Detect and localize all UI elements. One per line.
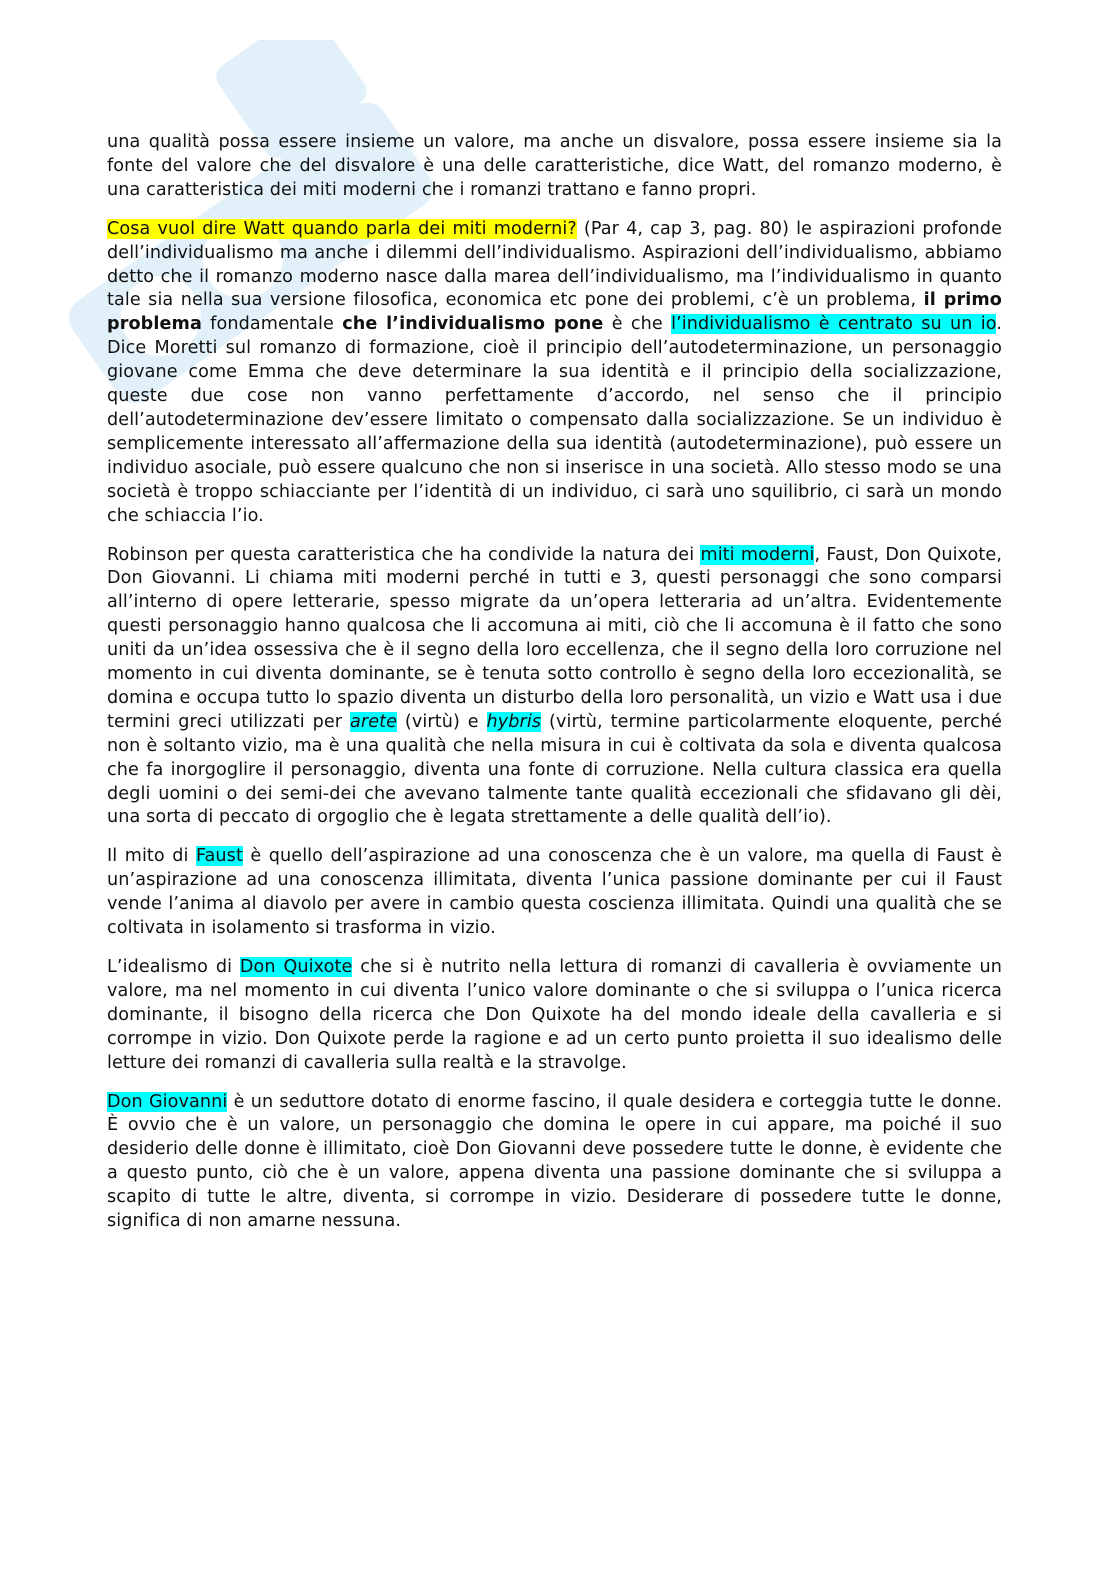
bold-phrase: che l’individualismo pone (342, 314, 604, 335)
paragraph-6: Don Giovanni è un seduttore dotato di enorme fascino, il quale desidera e corteggia tutte le donne. È ovvio che è un valore, un personaggio che domina le opere in cui appare, ma poiché il suo desiderio delle donne è illimitato, cioè Don Giovanni deve possedere tutte le donne, è evidente che a questo punto, ciò che è un valore, appena diventa una passione dominante che si sviluppa a scapito di tutte le altre, diventa, si corrompe in vizio. Desiderare di possedere tutte le donne, significa di non amarne nessuna. (107, 1091, 1002, 1232)
highlighted-term-hybris: hybris (486, 711, 542, 732)
highlighted-question: Cosa vuol dire Watt quando parla dei miti moderni? (107, 218, 577, 239)
highlighted-term-arete: arete (349, 711, 398, 732)
bold-phrase: il primo problema (107, 290, 1002, 335)
paragraph-1: una qualità possa essere insieme un valore, ma anche un disvalore, possa essere insieme sia la fonte del valore che del disvalore è una delle caratteristiche, dice Watt, del romanzo moderno, è una caratteristica dei miti moderni che i romanzi trattano e fanno propri. (107, 132, 1002, 200)
highlighted-term: Don Giovanni (107, 1091, 228, 1112)
paragraph-3: Robinson per questa caratteristica che ha condivide la natura dei miti moderni, Faust, Don Quixote, Don Giovanni. Li chiama miti moderni perché in tutti e 3, questi personaggi che sono comparsi all’interno di opere letterarie, spesso migrate da un’opera letteraria ad un’altra. Evidentemente questi personaggio hanno qualcosa che li accomuna ai miti, ciò che li accomuna è il fatto che sono uniti da un’idea ossessiva che è il segno della loro eccellenza, che il segno della loro corruzione nel momento in cui diventa dominante, se è tenuta sotto controllo è segno della loro eccezionalità, se domina e occupa tutto lo spazio diventa un disturbo della loro personalità, un vizio e Watt usa i due termini greci utilizzati per arete (virtù) e hybris (virtù, termine particolarmente eloquente, perché non è soltanto vizio, ma è una qualità che nella misura in cui è coltivata da sola e diventa qualcosa che fa inorgoglire il personaggio, diventa una fonte di corruzione. Nella cultura classica era quella degli uomini o dei semi-dei che avevano talmente tante qualità eccezionali che sfidavano gli dèi, una sorta di peccato di orgoglio che è legata strettamente a delle qualità dell’io). (107, 544, 1003, 828)
paragraph-2: Cosa vuol dire Watt quando parla dei miti moderni? (Par 4, cap 3, pag. 80) le aspirazioni profonde dell’individualismo ma anche i dilemmi dell’individualismo. Aspirazioni dell’individualismo, abbiamo detto che il romanzo moderno nasce dalla marea dell’individualismo, ma l’individualismo in quanto tale sia nella sua versione filosofica, economica etc pone dei problemi, c’è un problema, il primo problema fondamentale che l’individualismo pone è che l’individualismo è centrato su un io. Dice Moretti sul romanzo di formazione, cioè il principio dell’autodeterminazione, un personaggio giovane come Emma che deve determinare la sua identità e il principio della socializzazione, queste due cose non vanno perfettamente d’accordo, nel senso che il principio dell’autodeterminazione dev’essere limitato o compensato dalla socializzazione. Se un individuo è semplicemente interessato all’affermazione della sua identità (autodeterminazione), può essere un individuo asociale, può essere qualcuno che non si inserisce in una società. Allo stesso modo se una società è troppo schiacciante per l’identità di un individuo, ci sarà uno squilibrio, ci sarà un mondo che schiaccia l’io. (107, 218, 1003, 526)
highlighted-term: Don Quixote (239, 957, 353, 977)
highlighted-term: Faust (195, 846, 243, 867)
document-page (107, 131, 1002, 1249)
paragraph-4: Il mito di Faust è quello dell’aspirazione ad una conoscenza che è un valore, ma quella di Faust è un’aspirazione ad una conoscenza illimitata, diventa l’unica passione dominante per cui il Faust vende l’anima al diavolo per avere in cambio questa coscienza illimitata. Quindi una qualità che se coltivata in isolamento si trasforma in vizio. (107, 846, 1003, 939)
paragraph-5: L’idealismo di Don Quixote che si è nutrito nella lettura di romanzi di cavalleria è ovviamente un valore, ma nel momento in cui diventa l’unico valore dominante o che si sviluppa o l’unica ricerca dominante, il bisogno della ricerca che Don Quixote ha del mondo ideale della cavalleria e si corrompe in vizio. Don Quixote perde la ragione e ad un certo punto proietta il suo idealismo delle letture dei romanzi di cavalleria sulla realtà e la stravolge. (107, 957, 1002, 1073)
highlighted-term: miti moderni (700, 544, 815, 565)
highlighted-phrase: l’individualismo è centrato su un io (671, 314, 997, 335)
